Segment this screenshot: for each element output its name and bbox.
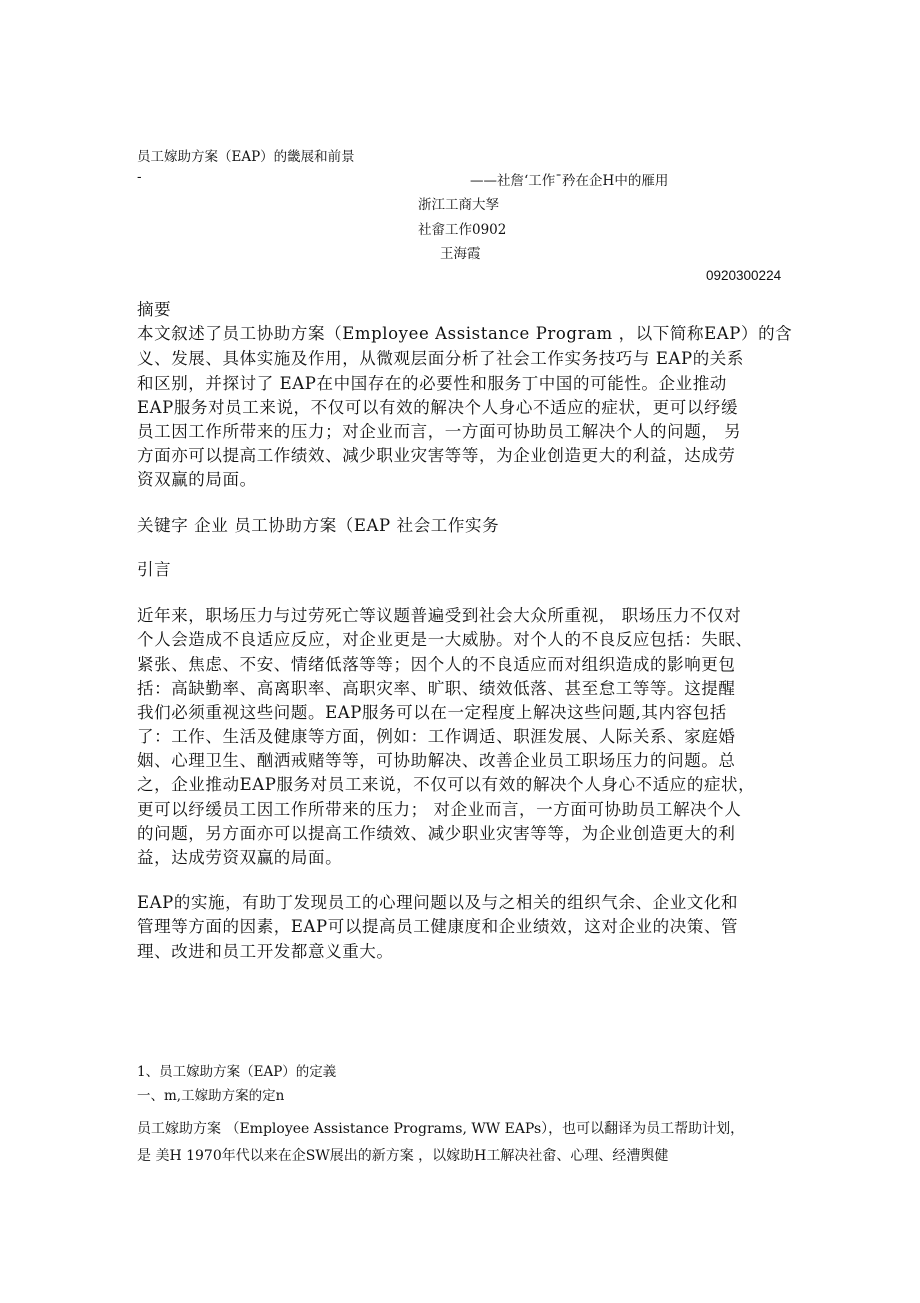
keywords: 关键字 企业 员工协助方案（EAP 社会工作实务 [137,516,500,535]
intro-line: 我们必须重视这些问题。EAP服务可以在一定程度上解决这些问题,其内容包括 [137,703,727,722]
intro-line: 了：工作、生活及健康等方面，例如：工作调适、职涯发展、人际关系、家庭婚 [137,727,736,746]
class-name: 社畲工作0902 [418,222,507,238]
student-id: 0920300224 [706,268,782,283]
intro-line: 之，企业推动EAP服务对员工来说，不仅可以有效的解决个人身心不适应的症状， [137,775,756,794]
intro-line: 括：高缺勤率、高离职率、高职灾率、旷职、绩效低落、甚至怠工等等。这提醒 [137,679,736,698]
school-name: 浙江工商大孥 [418,197,499,213]
author-name: 王海霞 [440,246,481,262]
intro-line: 近年来，职场压力与过劳死亡等议题普遍受到社会大众所重视， 职场压力不仅对 [137,606,742,625]
section-line: 是 美H 1970年代以来在企SW展出的新方案 ，以嫁助H工解决社畲、心理、经漕舆健 [137,1148,669,1164]
section-subheading: 一、m,工嫁助方案的定n [137,1088,285,1104]
intro-line: 姻、心理卫生、酗洒戒赌等等，可协助解决、改善企业员工职场压力的问题。总 [137,751,736,770]
document-title: 员工嫁助方案（EAP）的畿展和前景 [137,149,355,165]
abstract-line: EAP服务对员工来说，不仅可以有效的解决个人身心不适应的症状，更可以纾缓 [137,398,739,417]
abstract-line: 方面亦可以提高工作绩效、减少职业灾害等等，为企业创造更大的利益，达成劳 [137,446,736,465]
intro-heading: 引言 [137,560,172,579]
intro-line: 紧张、焦虑、不安、情绪低落等等；因个人的不良适应而对组织造成的影响更包 [137,655,736,674]
intro-line: EAP的实施，有助丁发现员工的心理问题以及与之相关的组织气余、企业文化和 [137,893,739,912]
abstract-line: 员工因工作所带来的压力；对企业而言，一方面可协助员工解决个人的问题， 另 [137,422,742,441]
section-line: 员工嫁助方案 （Employee Assistance Programs, WW EAPs），也可以翻译为员工帮助计划， [137,1121,745,1137]
abstract-heading: 摘要 [137,300,172,319]
intro-line: 益，达成劳资双赢的局面。 [137,848,343,867]
document-subtitle: ——社詹‘工作ˉ矜在企H中的雁用 [470,173,669,189]
intro-line: 管理等方面的因素，EAP可以提高员工健康度和企业绩效，这对企业的决策、管 [137,917,739,936]
intro-line: 更可以纾缓员工因工作所带来的压力； 对企业而言，一方面可协助员工解决个人 [137,800,742,819]
abstract-line: 和区别，并探讨了 EAP在中国存在的必要性和服务丁中国的可能性。企业推动 [137,374,727,393]
intro-line: 的问题，另方面亦可以提高工作绩效、减少职业灾害等等，为企业创造更大的利 [137,824,736,843]
abstract-line: 义、发展、具体实施及作用，从微观层面分析了社会工作实务技巧与 EAP的关系 [137,349,745,368]
section-heading: 1、员工嫁助方案（EAP）的定義 [137,1064,337,1080]
abstract-line: 本文叙述了员工协助方案（Employee Assistance Program ，以下简称EAP）的含 [137,324,793,343]
title-dash: - [137,169,142,185]
intro-line: 理、改进和员工开发都意义重大。 [137,942,394,961]
abstract-line: 资双赢的局面。 [137,470,257,489]
intro-line: 个人会造成不良适应反应，对企业更是一大威胁。对个人的不良反应包括：失眠、 [137,630,753,649]
